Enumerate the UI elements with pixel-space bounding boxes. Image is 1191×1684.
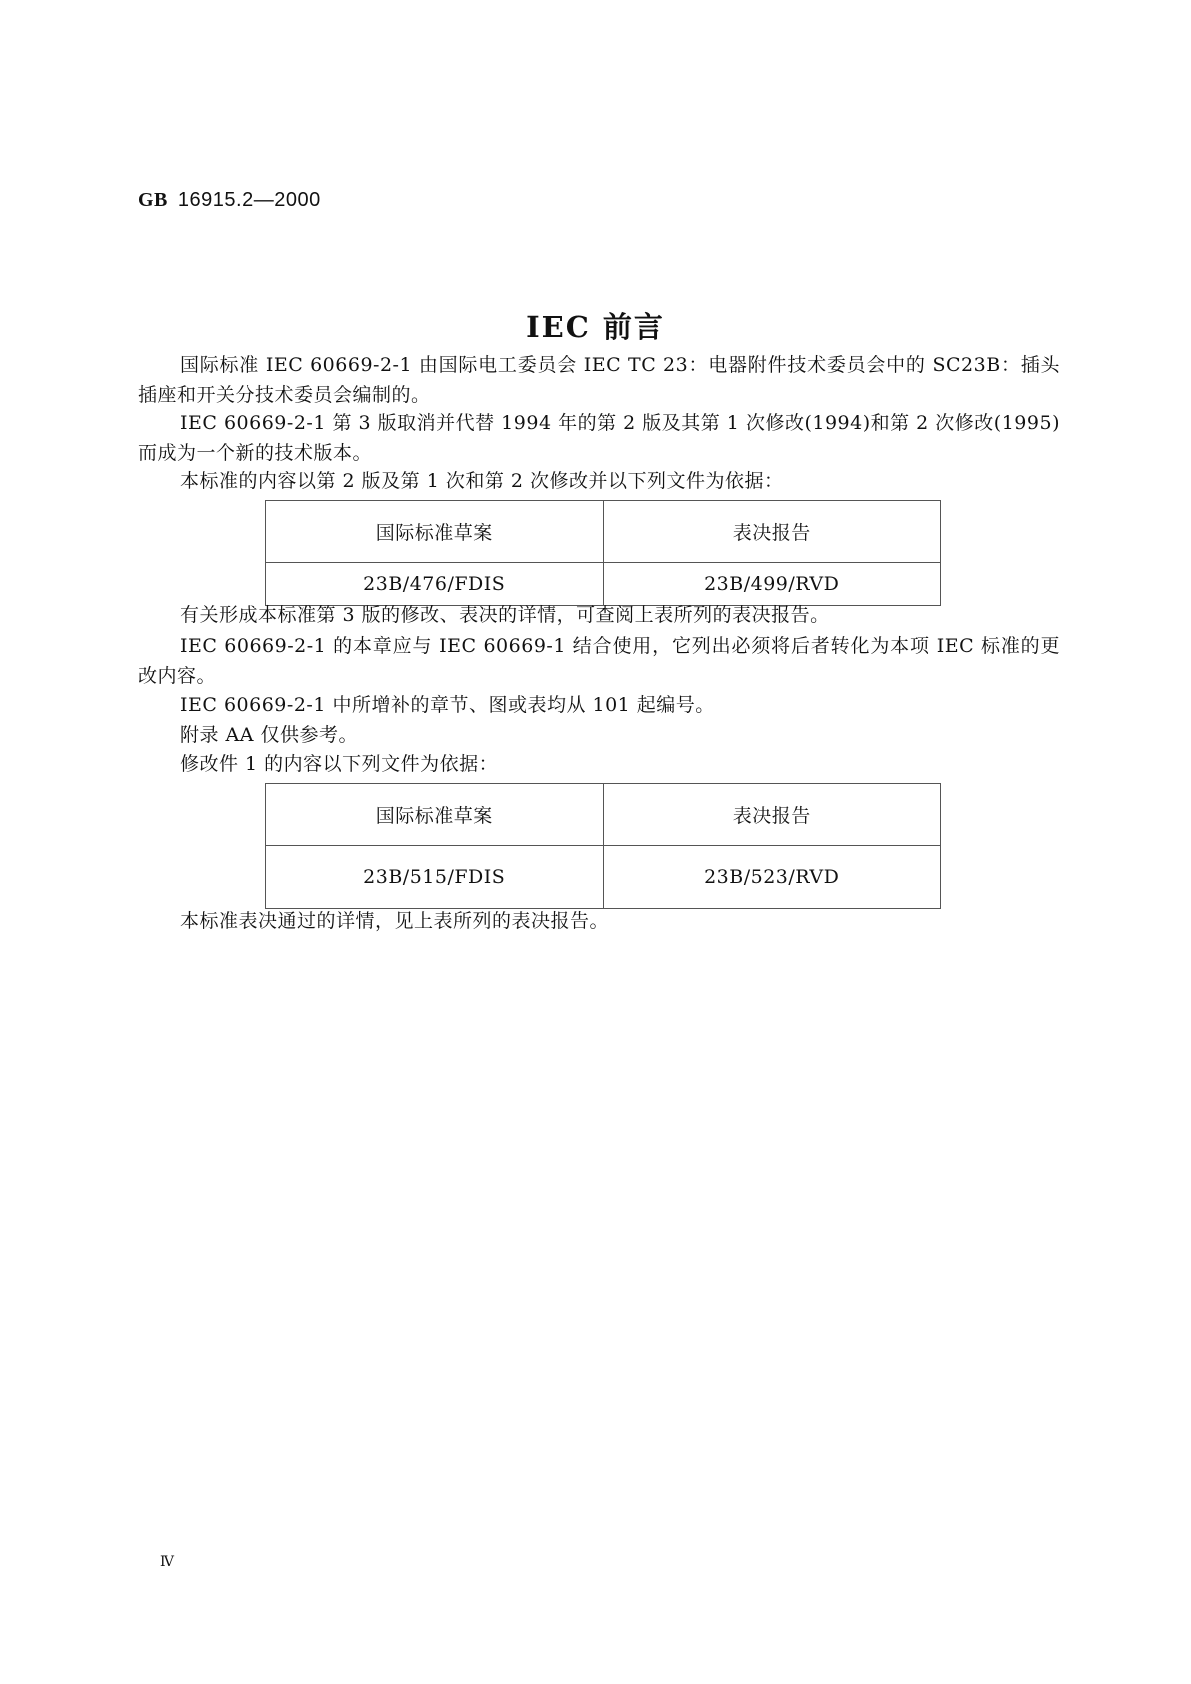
table-cell-vote: 23B/499/RVD <box>603 563 941 606</box>
document-code <box>138 187 321 212</box>
table-header-draft: 国际标准草案 <box>266 501 604 563</box>
paragraph-details: 有关形成本标准第 3 版的修改、表决的详情，可查阅上表所列的表决报告。 <box>180 604 830 626</box>
paragraph-usage: IEC 60669-2-1 的本章应与 IEC 60669-1 结合使用，它列出必须将后者转化为本项 IEC 标准的更改内容。 <box>138 635 1060 687</box>
page-title: IEC 前言 <box>526 310 665 344</box>
paragraph-origin: 国际标准 IEC 60669-2-1 由国际电工委员会 IEC TC 23：电器附件技术委员会中的 SC23B：插头插座和开关分技术委员会编制的。 <box>138 354 1060 406</box>
paragraph-edition: IEC 60669-2-1 第 3 版取消并代替 1994 年的第 2 版及其第 1 次修改(1994)和第 2 次修改(1995)而成为一个新的技术版本。 <box>138 412 1060 464</box>
standard-number: 16915.2—2000 <box>177 189 321 211</box>
table-header-row <box>266 784 941 846</box>
table-cell-draft: 23B/476/FDIS <box>266 563 604 606</box>
table-header-vote: 表决报告 <box>603 501 941 563</box>
paragraph-basis: 本标准的内容以第 2 版及第 1 次和第 2 次修改并以下列文件为依据： <box>180 470 784 492</box>
table-header-vote: 表决报告 <box>603 784 941 846</box>
paragraph-approval: 本标准表决通过的详情，见上表所列的表决报告。 <box>180 910 610 932</box>
table-row <box>266 846 941 909</box>
paragraph-amendment: 修改件 1 的内容以下列文件为依据： <box>180 753 499 775</box>
voting-table-2 <box>265 783 941 909</box>
table-cell-vote: 23B/523/RVD <box>603 846 941 909</box>
paragraph-annex: 附录 AA 仅供参考。 <box>180 724 359 746</box>
paragraph-numbering: IEC 60669-2-1 中所增补的章节、图或表均从 101 起编号。 <box>180 694 715 716</box>
table-header-row <box>266 501 941 563</box>
table-header-draft: 国际标准草案 <box>266 784 604 846</box>
voting-table-1 <box>265 500 941 606</box>
page-number: Ⅳ <box>160 1554 174 1570</box>
table-cell-draft: 23B/515/FDIS <box>266 846 604 909</box>
gb-label: GB <box>138 189 168 211</box>
